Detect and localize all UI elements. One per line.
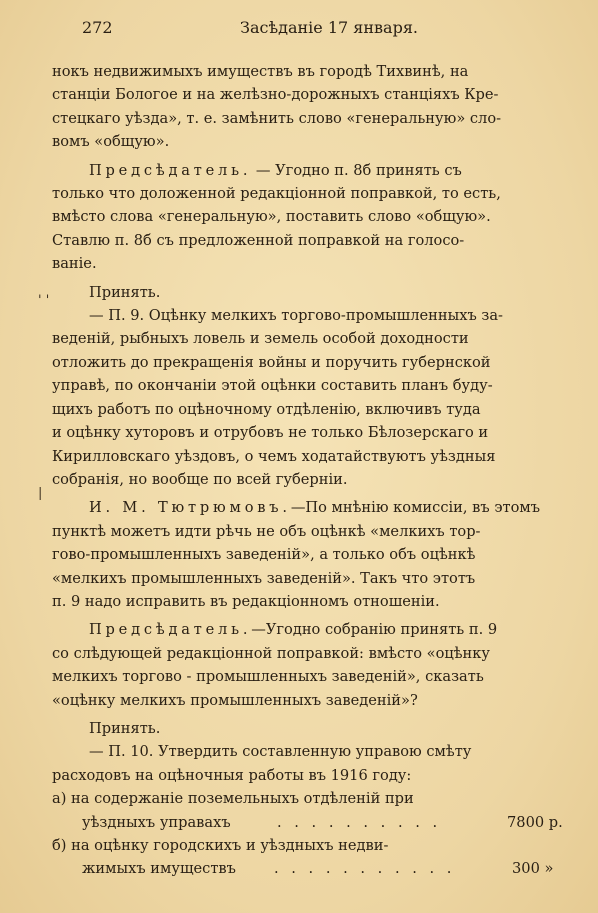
text-line: п. 9 надо исправить въ редакціонномъ отношеніи.: [52, 592, 440, 610]
text-line: Ставлю п. 8б съ предложенной поправкой на голосо-: [52, 231, 465, 249]
text-line: расходовъ на оцѣночныя работы въ 1916 году:: [52, 766, 412, 784]
resolution: Принять.: [89, 719, 161, 737]
text-span: —По мнѣнію комисcіи, въ этомъ: [290, 499, 540, 517]
text-span: —Угодно собранію принять п. 9: [251, 621, 498, 639]
budget-item-label: жимыхъ имуществъ: [82, 860, 236, 878]
text-line: щихъ работъ по оцѣночному отдѣленію, включивъ туда: [52, 400, 481, 418]
text-line: вмѣсто слова «генеральную», поставить слово «общую».: [52, 208, 491, 226]
text-line: управѣ, по окончаніи этой оцѣнки составить планъ буду-: [52, 377, 493, 395]
speaker-name: Предсѣдатель.: [89, 621, 252, 639]
text-line: — П. 9. Оцѣнку мелкихъ торгово-промышленныхъ за-: [89, 307, 503, 325]
leader-dots: . . . . . . . . . . .: [274, 860, 456, 878]
speaker-name: Предсѣдатель.: [89, 161, 252, 179]
text-line: стецкаго уѣзда», т. е. замѣнить слово «генеральную» сло-: [52, 109, 502, 127]
text-line: только что доложенной редакціонной поправкой, то есть,: [52, 185, 501, 203]
text-line: собранія, но вообще по всей губерніи.: [52, 470, 348, 488]
text-line: мелкихъ торгово - промышленныхъ заведеній», сказать: [52, 668, 484, 686]
page-number: 272: [82, 18, 113, 37]
speaker-line: [52, 159, 590, 182]
text-line: ваніе.: [52, 255, 97, 273]
resolution: Принять.: [89, 283, 161, 301]
text-line: Кирилловскаго уѣздовъ, о чемъ ходатайствуютъ уѣздныя: [52, 447, 496, 465]
text-line: станціи Бологое и на желѣзно-дорожныхъ станціяхъ Кре-: [52, 86, 499, 104]
leader-dots: . . . . . . . . . .: [277, 813, 442, 831]
page-title: Засѣданіе 17 января.: [240, 18, 419, 37]
budget-amount: 7800 р.: [507, 813, 563, 831]
text-line: отложить до прекращенія войны и поручить губернской: [52, 353, 491, 371]
budget-amount: 300 »: [512, 860, 554, 878]
budget-item-b-line: [52, 857, 590, 880]
page-header: [82, 18, 568, 46]
budget-item-label: уѣздныхъ управахъ: [82, 813, 231, 831]
speaker-name: И. М. Тютрюмовъ.: [89, 499, 291, 517]
text-span: — Угодно п. 8б принять съ: [255, 161, 462, 179]
margin-mark: |: [38, 486, 43, 501]
text-line: со слѣдующей редакціонной поправкой: вмѣсто «оцѣнку: [52, 644, 490, 662]
text-line: вомъ «общую».: [52, 133, 170, 151]
text-line: «мелкихъ промышленныхъ заведеній». Такъ что этотъ: [52, 569, 476, 587]
text-line: нокъ недвижимыхъ имуществъ въ городѣ Тихвинѣ, на: [52, 63, 469, 80]
text-line: пунктѣ можетъ идти рѣчь не объ оцѣнкѣ «мелкихъ тор-: [52, 522, 481, 540]
text-line: и оцѣнку хуторовъ и отрубовъ не только Бѣлозерскаго и: [52, 424, 489, 442]
text-line: гово-промышленныхъ заведеній», а только объ оцѣнкѣ: [52, 546, 476, 564]
text-line: «оцѣнку мелкихъ промышленныхъ заведеній»?: [52, 691, 418, 709]
text-line: веденій, рыбныхъ ловель и земель особой доходности: [52, 330, 469, 348]
page-body: [52, 60, 590, 881]
budget-item-a: а) на содержаніе поземельныхъ отдѣленій при: [52, 790, 414, 808]
budget-item-a-line: [52, 811, 590, 834]
margin-mark: ' ': [38, 293, 50, 308]
speaker-line: [52, 618, 590, 641]
speaker-line: [52, 496, 590, 519]
text-line: — П. 10. Утвердить составленную управою смѣту: [89, 743, 472, 761]
budget-item-b: б) на оцѣнку городскихъ и уѣздныхъ недви-: [52, 836, 389, 854]
